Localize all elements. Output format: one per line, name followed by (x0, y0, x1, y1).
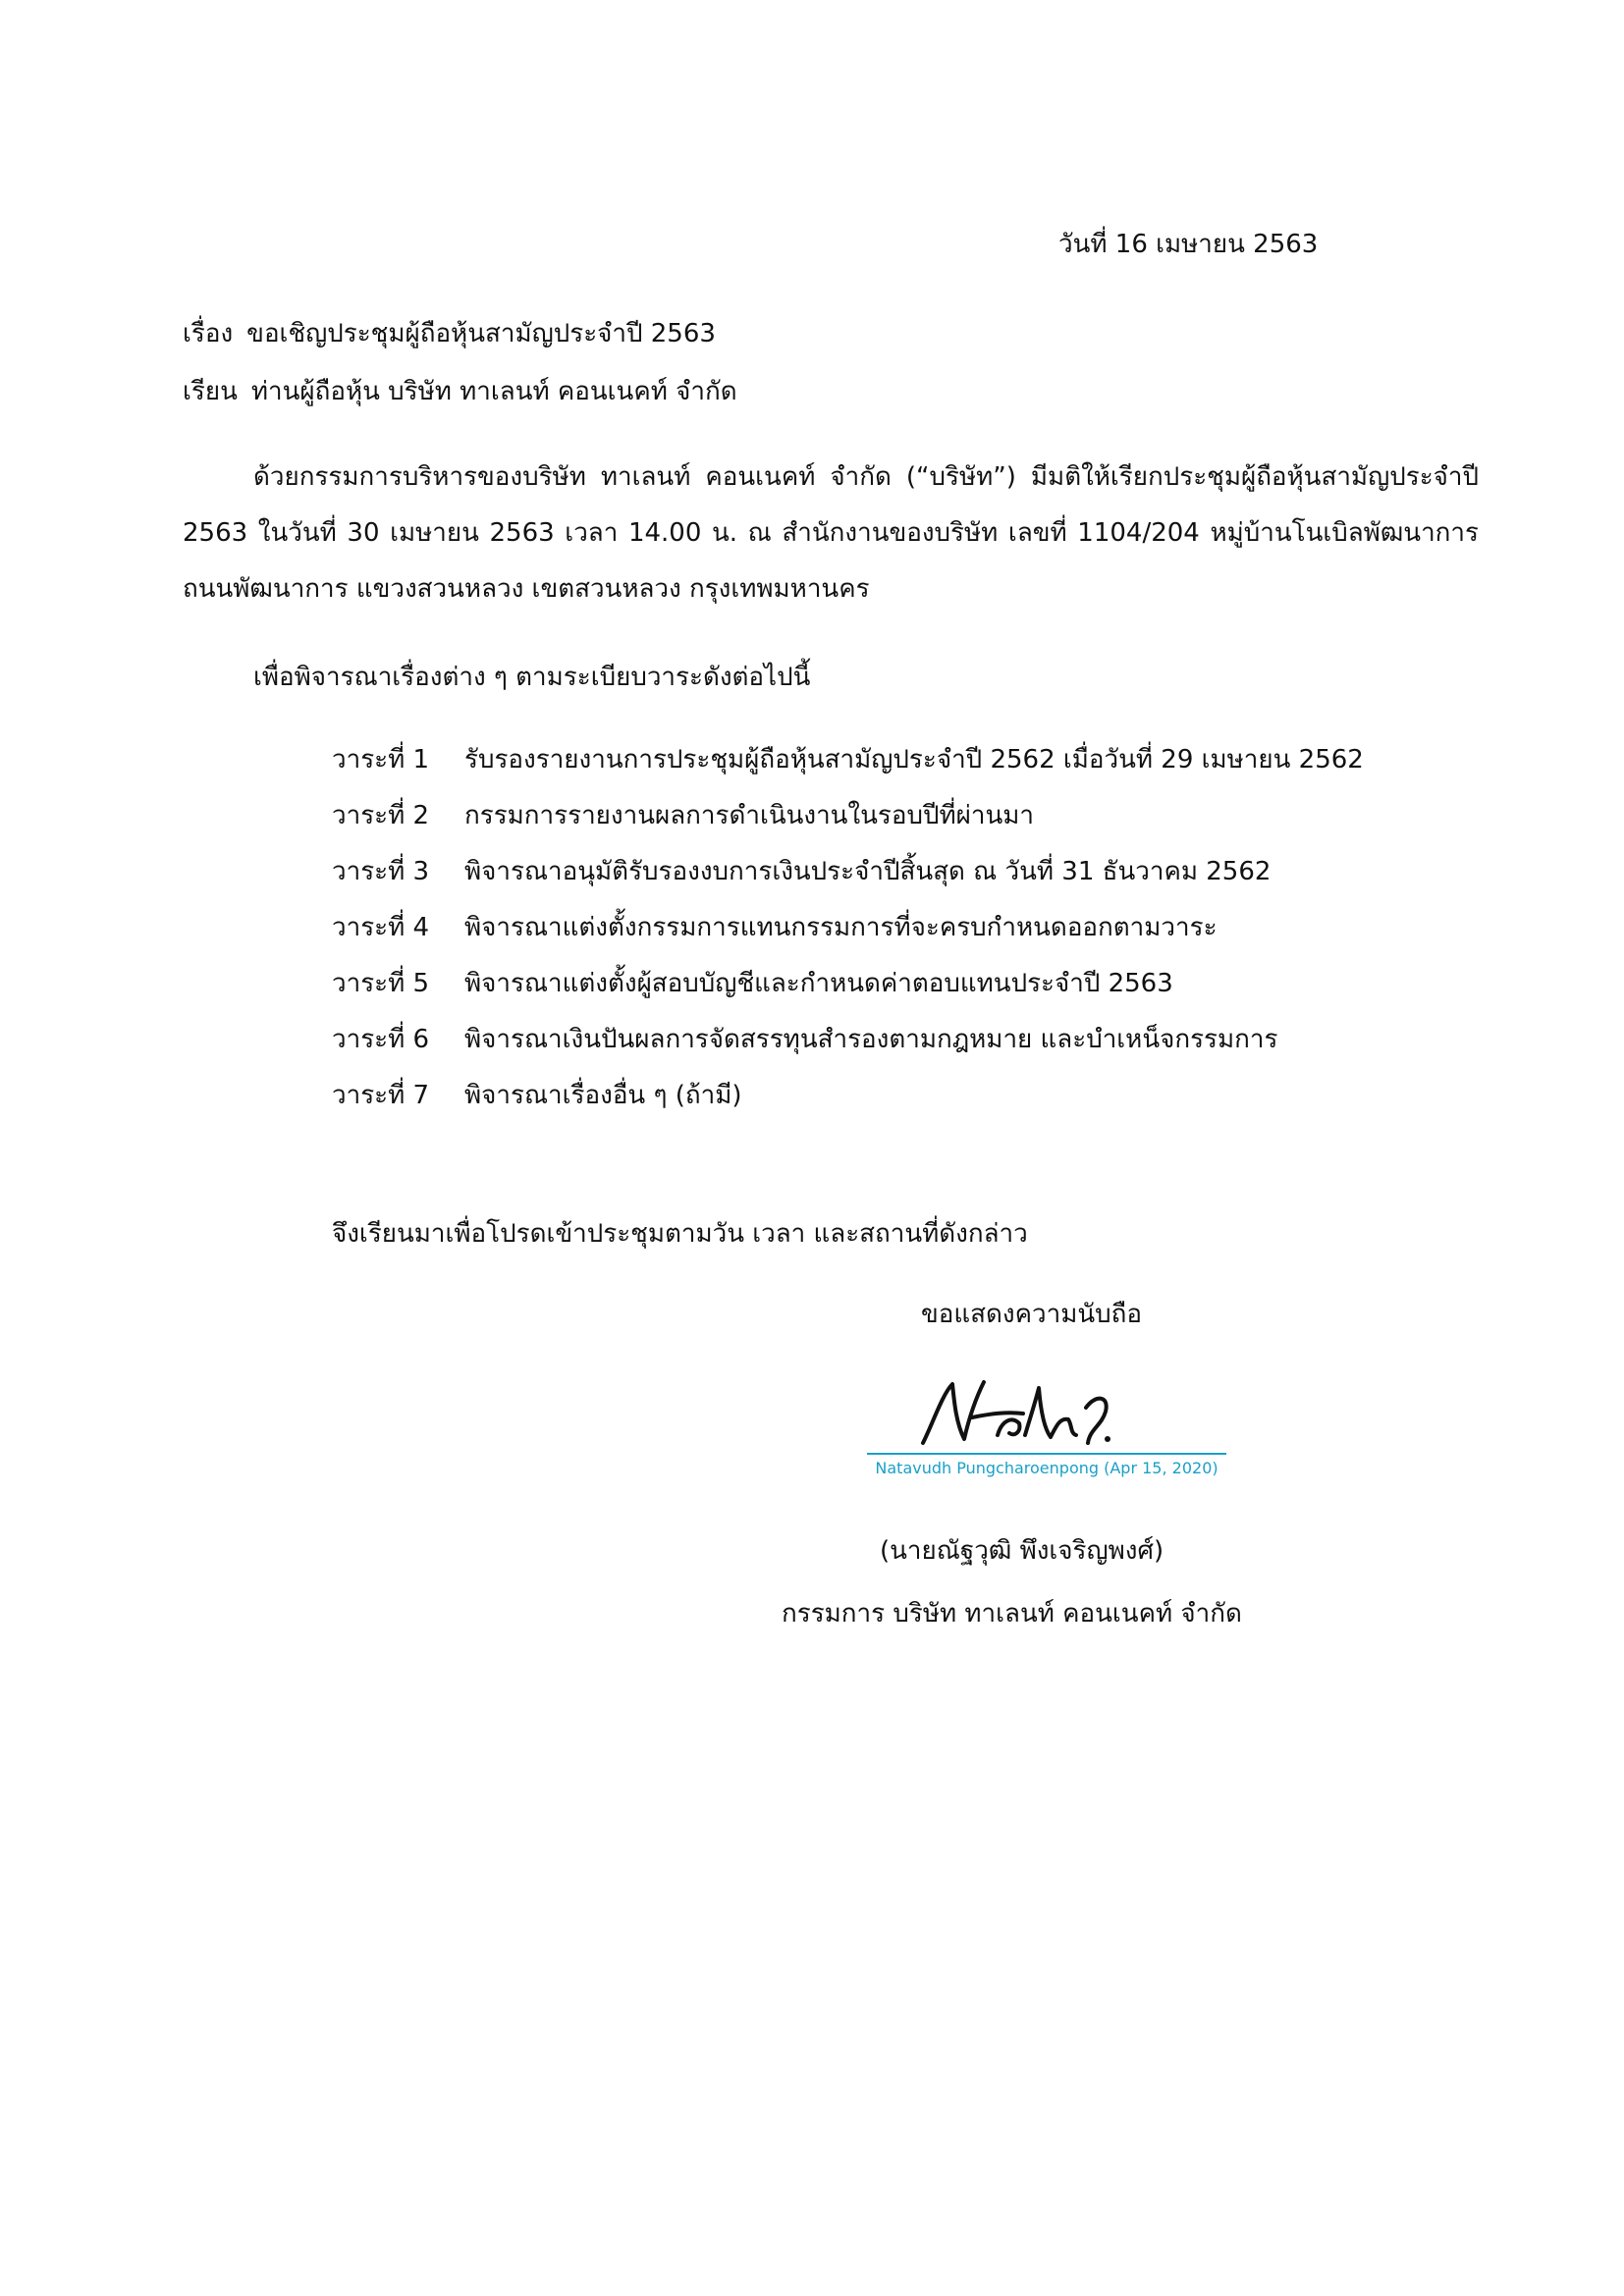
signature-caption: Natavudh Pungcharoenpong (Apr 15, 2020) (875, 1459, 1218, 1477)
subject-label: เรื่อง (183, 319, 234, 348)
body-paragraph: ด้วยกรรมการบริหารของบริษัท ทาเลนท์ คอนเนคท์ จำกัด (“บริษัท”) มีมติให้เรียกประชุมผู้ถือหุ้นสามัญประจำปี 2563 ในวันที่ 30 เมษายน 2563 เวลา 14.00 น. ณ สำนักงานของบริษัท เลขที่ 1104/204 หมู่บ้านโนเบิลพัฒนาการ ถนนพัฒนาการ แขวงสวนหลวง เขตสวนหลวง กรุงเทพมหานคร (183, 462, 1479, 604)
recipient-text: ท่านผู้ถือหุ้น บริษัท ทาเลนท์ คอนเนคท์ จำกัด (250, 377, 737, 406)
closing-text: จึงเรียนมาเพื่อโปรดเข้าประชุมตามวัน เวลา และสถานที่ดังกล่าว (332, 1219, 1028, 1249)
agenda-number: วาระที่ 5 (332, 969, 430, 998)
subject-text: ขอเชิญประชุมผู้ถือหุ้นสามัญประจำปี 2563 (246, 319, 716, 348)
agenda-item (332, 1011, 1490, 1067)
agenda-intro: เพื่อพิจารณาเรื่องต่าง ๆ ตามระเบียบวาระดังต่อไปนี้ (253, 663, 811, 692)
agenda-item (332, 843, 1490, 899)
agenda-item (332, 731, 1490, 787)
agenda-number: วาระที่ 4 (332, 913, 430, 942)
regards-text: ขอแสดงความนับถือ (921, 1300, 1142, 1329)
signature-line (867, 1453, 1226, 1455)
recipient-row (183, 375, 737, 408)
letter-date: วันที่ 16 เมษายน 2563 (1058, 230, 1319, 259)
agenda-item (332, 955, 1490, 1011)
recipient-label: เรียน (183, 377, 238, 406)
signer-name: (นายณัฐวุฒิ พึงเจริญพงศ์) (880, 1536, 1164, 1566)
agenda-item (332, 1067, 1490, 1123)
agenda-number: วาระที่ 2 (332, 801, 430, 830)
agenda-text: พิจารณาแต่งตั้งผู้สอบบัญชีและกำหนดค่าตอบแทนประจำปี 2563 (464, 969, 1173, 998)
agenda-text: กรรมการรายงานผลการดำเนินงานในรอบปีที่ผ่านมา (464, 801, 1034, 830)
agenda-item (332, 787, 1490, 843)
signer-title: กรรมการ บริษัท ทาเลนท์ คอนเนคท์ จำกัด (782, 1599, 1242, 1629)
agenda-number: วาระที่ 6 (332, 1025, 430, 1054)
agenda-text: พิจารณาแต่งตั้งกรรมการแทนกรรมการที่จะครบกำหนดออกตามวาระ (464, 913, 1218, 942)
agenda-number: วาระที่ 3 (332, 857, 430, 886)
subject-row (183, 317, 716, 350)
agenda-item (332, 899, 1490, 955)
agenda-number: วาระที่ 7 (332, 1081, 430, 1110)
agenda-text: พิจารณาเรื่องอื่น ๆ (ถ้ามี) (464, 1081, 742, 1110)
handwritten-signature (913, 1374, 1149, 1453)
agenda-number: วาระที่ 1 (332, 745, 430, 774)
agenda-text: พิจารณาอนุมัติรับรองงบการเงินประจำปีสิ้นสุด ณ วันที่ 31 ธันวาคม 2562 (464, 857, 1272, 886)
agenda-text: พิจารณาเงินปันผลการจัดสรรทุนสำรองตามกฎหมาย และบำเหน็จกรรมการ (464, 1025, 1278, 1054)
agenda-text: รับรองรายงานการประชุมผู้ถือหุ้นสามัญประจำปี 2562 เมื่อวันที่ 29 เมษายน 2562 (464, 745, 1364, 774)
agenda-list (332, 731, 1490, 1123)
